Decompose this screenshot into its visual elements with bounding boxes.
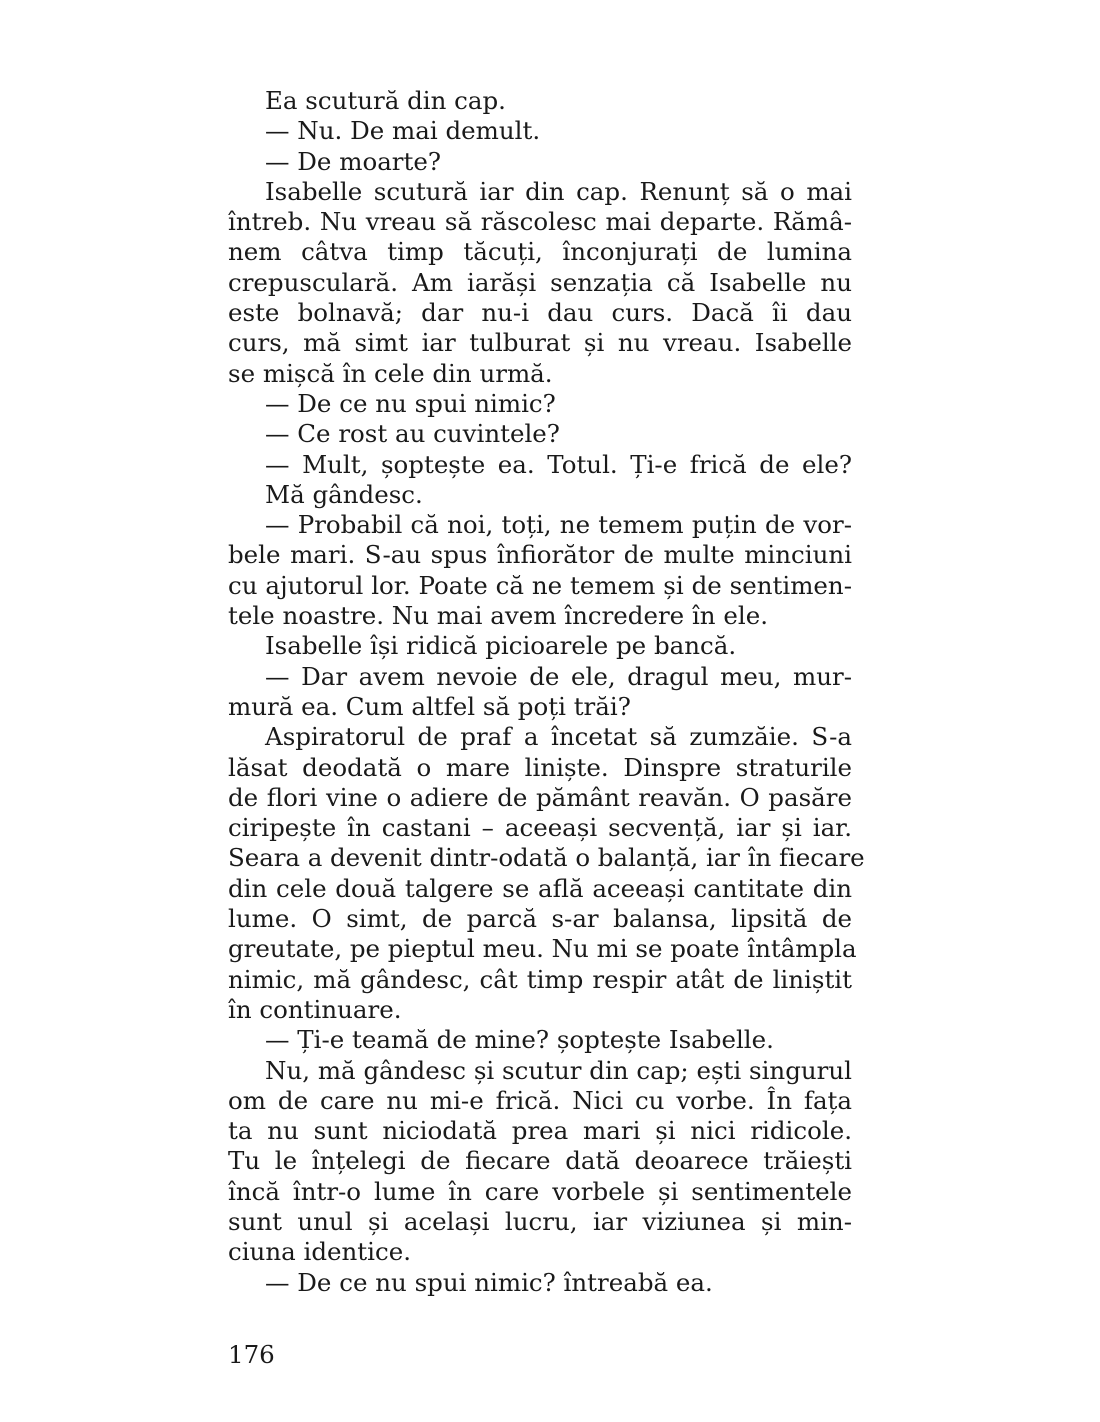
text-line: — De ce nu spui nimic? întreabă ea.: [265, 1267, 713, 1297]
text-line: Nu, mă gândesc și scutur din cap; ești singurul: [265, 1055, 852, 1085]
text-line: cu ajutorul lor. Poate că ne temem și de sentimen-: [228, 570, 852, 600]
text-line: ta nu sunt niciodată prea mari și nici ridicole.: [228, 1116, 852, 1146]
body-text: [228, 86, 865, 1298]
text-line: Isabelle își ridică picioarele pe bancă.: [265, 631, 737, 661]
text-line: din cele două talgere se află aceeași cantitate din: [228, 873, 852, 903]
text-line: — Nu. De mai demult.: [265, 116, 541, 146]
text-line: Seara a devenit dintr-odată o balanță, iar în fiecare: [228, 843, 865, 873]
text-line: curs, mă simt iar tulburat și nu vreau. Isabelle: [228, 328, 852, 358]
text-line: ciripește în castani – aceeași secvență, iar și iar.: [228, 813, 852, 843]
text-line: tele noastre. Nu mai avem încredere în ele.: [228, 601, 768, 631]
text-line: bele mari. S-au spus înfiorător de multe minciuni: [228, 540, 852, 570]
text-line: nem câtva timp tăcuți, înconjurați de lumina: [228, 237, 852, 267]
text-line: — Mult, șoptește ea. Totul. Ți-e frică de ele?: [265, 449, 852, 479]
text-line: nimic, mă gândesc, cât timp respir atât de liniștit: [228, 964, 852, 994]
text-line: — Dar avem nevoie de ele, dragul meu, mur-: [265, 661, 852, 691]
page-number: 176: [228, 1340, 275, 1369]
text-line: Mă gândesc.: [265, 479, 423, 509]
text-line: lume. O simt, de parcă s-ar balansa, lipsită de: [228, 904, 852, 934]
text-line: sunt unul și același lucru, iar viziunea și min-: [228, 1206, 852, 1236]
text-line: — Ți-e teamă de mine? șoptește Isabelle.: [265, 1025, 774, 1055]
text-line: Tu le înțelegi de fiecare dată deoarece trăiești: [228, 1146, 852, 1176]
text-line: — Probabil că noi, toți, ne temem puțin de vor-: [265, 510, 852, 540]
text-line: om de care nu mi-e frică. Nici cu vorbe. În fața: [228, 1085, 852, 1115]
text-line: greutate, pe pieptul meu. Nu mi se poate întâmpla: [228, 934, 857, 964]
text-line: se mișcă în cele din urmă.: [228, 358, 553, 388]
text-line: Ea scutură din cap.: [265, 86, 506, 115]
text-line: Aspiratorul de praf a încetat să zumzăie. S-a: [265, 722, 852, 752]
text-line: ciuna identice.: [228, 1237, 411, 1267]
text-line: încă într-o lume în care vorbele și sentimentele: [228, 1176, 852, 1206]
text-line: întreb. Nu vreau să răscolesc mai departe. Rămâ-: [228, 207, 852, 237]
text-line: mură ea. Cum altfel să poți trăi?: [228, 691, 631, 721]
text-line: lăsat deodată o mare liniște. Dinspre straturile: [228, 752, 852, 782]
text-line: Isabelle scutură iar din cap. Renunț să o mai: [265, 176, 852, 206]
text-line: de flori vine o adiere de pământ reavăn. O pasăre: [228, 782, 852, 812]
text-line: — Ce rost au cuvintele?: [265, 419, 560, 449]
text-line: — De moarte?: [265, 146, 441, 176]
text-line: crepusculară. Am iarăși senzația că Isabelle nu: [228, 267, 852, 297]
text-line: este bolnavă; dar nu-i dau curs. Dacă îi dau: [228, 298, 852, 328]
text-line: — De ce nu spui nimic?: [265, 388, 556, 418]
text-line: în continuare.: [228, 994, 402, 1024]
